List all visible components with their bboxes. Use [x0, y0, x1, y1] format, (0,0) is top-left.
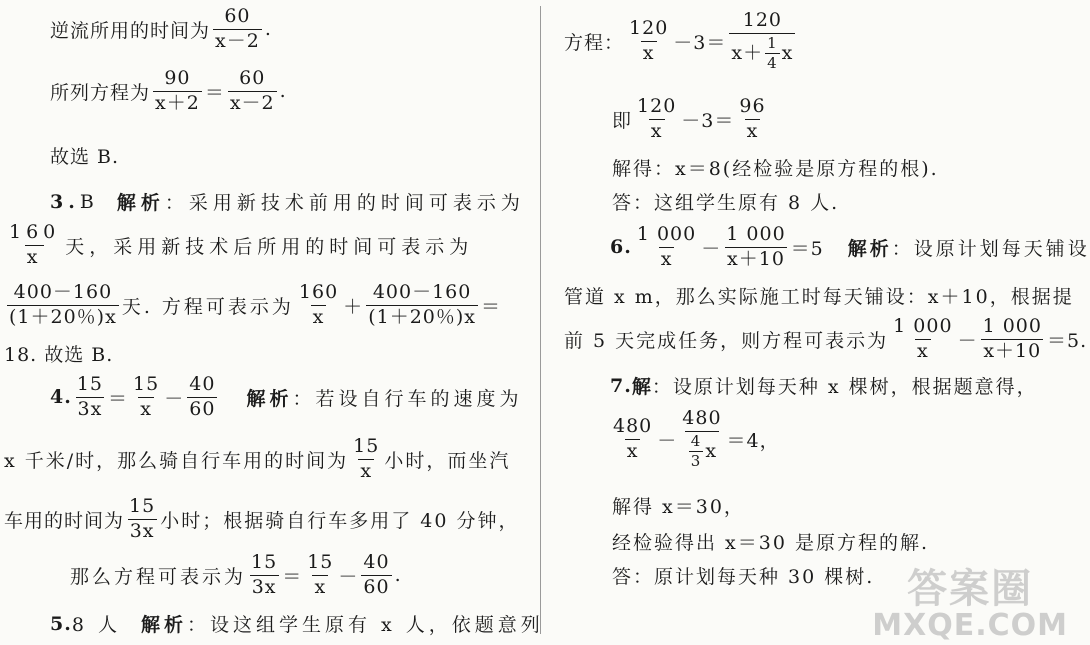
numerator: 1 000 — [893, 315, 953, 337]
fraction — [127, 496, 157, 543]
q7-answer — [612, 562, 874, 589]
denominator: x — [746, 119, 759, 142]
fraction — [627, 18, 670, 65]
numerator: 160 — [298, 281, 339, 303]
fraction — [765, 35, 780, 73]
denominator-part: x＋ — [731, 41, 764, 64]
denominator-part: x — [705, 439, 718, 462]
denominator: x — [642, 41, 655, 64]
q6-line1 — [610, 224, 1090, 271]
minus: － — [701, 237, 722, 260]
text: 那么方程可表示为 — [70, 565, 247, 588]
q6-line2 — [564, 282, 1074, 309]
q5-simplified — [612, 96, 771, 143]
numerator: 1 000 — [726, 223, 786, 245]
text: 故选 B. — [50, 146, 120, 168]
numerator: 480 — [682, 407, 722, 429]
numerator: 1 — [767, 33, 778, 52]
text: ：设这组学生原有 x 人，依题意列 — [187, 614, 544, 636]
answer: 8 人 — [71, 614, 121, 636]
numerator: 120 — [742, 9, 782, 31]
fraction — [366, 282, 478, 329]
denominator: 3x — [251, 575, 277, 598]
fraction — [297, 282, 340, 329]
q3-line1 — [50, 188, 525, 215]
fraction — [635, 96, 678, 143]
text: 即 — [612, 109, 633, 132]
numerator: 480 — [613, 414, 653, 437]
fraction — [891, 316, 954, 363]
denominator: x — [917, 339, 929, 362]
denominator: x — [660, 247, 673, 270]
numerator: 120 — [629, 16, 669, 39]
denominator: x＋10 — [983, 339, 1042, 362]
fraction — [680, 408, 723, 470]
text: 解得 x＝30， — [612, 496, 745, 518]
minus-three-equals: －3＝ — [673, 31, 727, 54]
numerator: 15 — [251, 551, 278, 573]
equals: ＝ — [282, 565, 303, 588]
line-choose-b — [50, 142, 119, 169]
q6-line3 — [564, 316, 1087, 363]
numerator: 15 — [129, 495, 156, 517]
question-number: 5. — [50, 612, 72, 635]
analysis-label: 解析 — [116, 192, 165, 214]
analysis-label: 解析 — [246, 387, 293, 410]
text: 小时，而坐汽 — [384, 449, 511, 472]
denominator-part: x — [781, 41, 794, 64]
text: ：采用新技术前用的时间可表示为 — [164, 192, 525, 214]
denominator: x — [626, 439, 639, 462]
fraction — [611, 416, 654, 463]
numerator: 120 — [637, 95, 677, 117]
denominator: 3x — [129, 519, 155, 542]
solution-label: 解 — [631, 376, 652, 398]
fraction — [131, 374, 161, 421]
q4-line2 — [4, 436, 510, 483]
watermark-line2: MXQE.COM — [872, 607, 1068, 643]
text: 经检验得出 x＝30 是原方程的解. — [612, 532, 930, 554]
equals-four: ＝4， — [726, 429, 780, 452]
numerator: 40 — [189, 373, 216, 395]
numerator: 60 — [239, 67, 266, 89]
text: x 千米/时，那么骑自行车用的时间为 — [4, 449, 349, 472]
fraction — [981, 316, 1044, 363]
fraction — [305, 552, 335, 599]
period: . — [279, 80, 287, 103]
watermark-logo — [872, 565, 1068, 643]
text: 所列方程为 — [50, 81, 151, 104]
equals: ＝ — [108, 387, 129, 410]
minus: － — [957, 329, 978, 352]
denominator: x－2 — [229, 91, 275, 114]
numerator: 90 — [164, 67, 191, 89]
analysis-label: 解析 — [847, 237, 892, 260]
numerator: 1 000 — [982, 315, 1042, 337]
q4-line4 — [70, 552, 402, 599]
fraction — [153, 68, 202, 115]
denominator: (1＋20％)x — [9, 305, 117, 328]
text: ：若设自行车的速度为 — [292, 387, 523, 410]
q4-line1 — [50, 374, 522, 421]
question-number: 3. — [50, 190, 80, 213]
denominator: 60 — [363, 575, 390, 598]
equals-five: ＝5 — [790, 237, 824, 260]
numerator: 400－160 — [13, 281, 113, 303]
plus: ＋ — [343, 295, 364, 318]
text: 答：原计划每天种 30 棵树. — [612, 566, 875, 588]
text: 管道 x m，那么实际施工时每天铺设：x＋10，根据提 — [564, 286, 1074, 308]
q7-equation — [608, 408, 780, 470]
q5-answer — [612, 188, 839, 215]
minus-three-equals: －3＝ — [681, 109, 735, 132]
denominator: x＋10 — [727, 247, 785, 270]
fraction — [7, 282, 119, 329]
denominator: x — [314, 575, 327, 598]
equals-five: ＝5. — [1047, 329, 1088, 352]
equals: ＝ — [481, 295, 502, 318]
fraction — [351, 436, 381, 483]
numerator: 400－160 — [372, 281, 472, 303]
numerator: 15 — [353, 435, 380, 457]
q4-line3 — [4, 496, 519, 543]
question-number: 4. — [50, 386, 72, 409]
fraction — [213, 6, 262, 53]
denominator: 3x — [77, 397, 103, 420]
minus: － — [657, 429, 678, 452]
fraction — [75, 374, 105, 421]
numerator: 4 — [690, 431, 702, 450]
numerator: 160 — [9, 221, 61, 243]
question-number: 6. — [610, 236, 632, 259]
text: 方程： — [564, 31, 625, 54]
numerator: 1 000 — [636, 223, 697, 245]
denominator: x — [360, 459, 373, 482]
text: ：设原计划每天种 x 棵树，根据题意得， — [651, 376, 1038, 398]
fraction — [689, 433, 704, 471]
fraction — [249, 552, 279, 599]
fraction — [7, 222, 62, 269]
denominator: 3 — [690, 452, 702, 471]
q7-solve — [612, 492, 745, 519]
q3-line3 — [4, 282, 501, 329]
numerator: 60 — [224, 5, 251, 27]
text: 逆流所用的时间为 — [50, 19, 211, 42]
question-number: 7. — [610, 374, 632, 397]
denominator: (1＋20％)x — [368, 305, 476, 328]
text: 解得：x＝8(经检验是原方程的根). — [612, 158, 939, 180]
denominator — [729, 33, 795, 73]
denominator: x — [312, 305, 325, 328]
column-divider — [540, 6, 541, 634]
numerator: 15 — [133, 373, 160, 395]
period: . — [394, 564, 402, 587]
numerator: 40 — [363, 551, 390, 573]
q7-check — [612, 528, 929, 555]
equals: ＝ — [204, 81, 225, 104]
denominator: x — [26, 245, 43, 268]
minus: － — [338, 565, 359, 588]
fraction — [724, 224, 787, 271]
text: 天，采用新技术后所用的时间可表示为 — [65, 235, 474, 258]
fraction — [361, 552, 391, 599]
text: ：设原计划每天铺设 — [891, 237, 1090, 260]
q5-solution — [612, 154, 939, 181]
denominator — [685, 431, 719, 471]
denominator: x－2 — [215, 29, 260, 52]
watermark-line1: 答案圈 — [907, 565, 1034, 612]
fraction — [228, 68, 277, 115]
q5-line1 — [50, 610, 544, 637]
text: 答：这组学生原有 8 人. — [612, 192, 840, 214]
minus: － — [164, 387, 185, 410]
denominator: x — [140, 397, 152, 420]
fraction — [729, 10, 795, 72]
period: . — [264, 18, 272, 41]
numerator: 15 — [307, 551, 334, 573]
line-equation — [50, 68, 287, 115]
q3-line2 — [4, 222, 473, 269]
fraction — [187, 374, 217, 421]
text: 前 5 天完成任务，则方程可表示为 — [564, 329, 889, 352]
text: 天. 方程可表示为 — [121, 295, 294, 318]
denominator: 4 — [767, 54, 778, 73]
denominator: x＋2 — [155, 91, 200, 114]
q5-equation — [564, 10, 798, 72]
numerator: 96 — [739, 95, 766, 117]
denominator: 60 — [189, 397, 216, 420]
fraction — [635, 224, 698, 271]
q3-line4 — [4, 340, 113, 367]
text: 小时；根据骑自行车多用了 40 分钟， — [160, 509, 520, 532]
denominator: x — [650, 119, 663, 142]
analysis-label: 解析 — [140, 614, 187, 636]
numerator: 15 — [76, 373, 104, 395]
answer: B — [79, 190, 99, 213]
text: 18. 故选 B. — [4, 344, 114, 366]
line-upstream-time — [50, 6, 272, 53]
q7-line1 — [610, 372, 1038, 399]
fraction — [737, 96, 767, 143]
text: 车用的时间为 — [4, 509, 125, 532]
